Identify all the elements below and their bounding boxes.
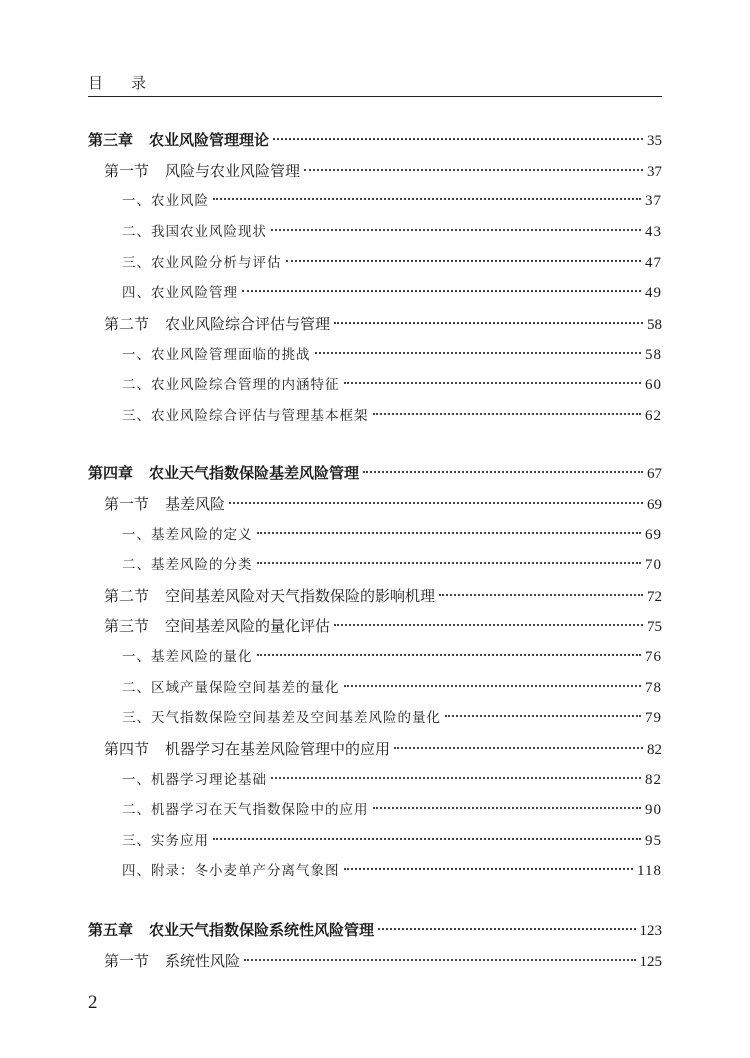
toc-entry-title — [122, 186, 211, 216]
toc-entry-title — [122, 826, 211, 856]
toc-item-entry[interactable] — [122, 217, 662, 247]
dot-leader — [271, 229, 641, 231]
toc-item-entry[interactable] — [122, 278, 662, 308]
toc-entry-text: 三、实务应用 — [122, 833, 209, 849]
toc-entry-page: 90 — [645, 802, 662, 818]
toc-entry-page: 69 — [645, 527, 662, 543]
toc-entry-title — [104, 309, 332, 339]
toc-item-entry[interactable] — [122, 673, 662, 703]
toc-entry-title — [122, 795, 371, 825]
toc-item-entry[interactable] — [122, 703, 662, 733]
toc-entry-page: 82 — [645, 772, 662, 788]
toc-item-entry[interactable] — [122, 186, 662, 216]
toc-entry-page: 58 — [645, 347, 662, 363]
dot-leader — [257, 562, 642, 564]
toc-entry-page: 123 — [639, 923, 662, 939]
dot-leader — [363, 471, 643, 473]
dot-leader — [378, 928, 635, 930]
toc-entry-title — [122, 217, 269, 247]
toc-entry-text: 农业天气指数保险基差风险管理 — [149, 464, 360, 482]
toc-entry-page: 37 — [645, 193, 662, 209]
toc-entry-title — [122, 370, 342, 400]
dot-leader — [242, 290, 641, 292]
toc-entry-page: 79 — [645, 710, 662, 726]
toc-entry-page: 125 — [639, 954, 662, 970]
dot-leader — [344, 382, 642, 384]
toc-entry-page: 49 — [645, 285, 662, 301]
toc-item-entry[interactable] — [122, 401, 662, 431]
toc-entry-title — [104, 489, 227, 519]
toc-entry-text: 一、农业风险 — [122, 193, 209, 209]
toc-entry-page: 78 — [645, 680, 662, 696]
toc-section-entry[interactable] — [104, 611, 662, 641]
toc-entry-number: 第四节 — [104, 740, 150, 758]
toc-entry-title — [104, 734, 392, 764]
toc-entry-text: 基差风险 — [165, 495, 226, 513]
toc-item-entry[interactable] — [122, 826, 662, 856]
toc-entry-page: 62 — [645, 408, 662, 424]
dot-leader — [271, 777, 641, 779]
page-number: 2 — [88, 992, 98, 1013]
toc-entry-page: 37 — [647, 164, 662, 180]
toc-entry-title — [122, 520, 255, 550]
toc-section-entry[interactable] — [104, 309, 662, 339]
toc-entry-page: 60 — [645, 377, 662, 393]
toc-entry-page: 35 — [647, 133, 662, 149]
dot-leader — [315, 352, 642, 354]
toc-entry-text: 机器学习在基差风险管理中的应用 — [165, 740, 391, 758]
dot-leader — [439, 594, 643, 596]
dot-leader — [273, 138, 643, 140]
toc-item-entry[interactable] — [122, 642, 662, 672]
toc-entry-page: 95 — [645, 833, 662, 849]
toc-entry-text: 四、附录：冬小麦单产分离气象图 — [122, 863, 340, 879]
toc-item-entry[interactable] — [122, 550, 662, 580]
toc-section-entry[interactable] — [104, 734, 662, 764]
toc-entry-text: 农业风险管理理论 — [149, 131, 270, 149]
toc-item-entry[interactable] — [122, 520, 662, 550]
toc-entry-title — [122, 340, 313, 370]
toc-entry-number: 第四章 — [88, 464, 134, 482]
dot-leader — [394, 747, 643, 749]
toc-entry-title — [122, 248, 284, 278]
toc-entry-title — [122, 401, 371, 431]
dot-leader — [244, 959, 635, 961]
toc-entry-text: 一、基差风险的量化 — [122, 649, 253, 665]
toc-chapter-entry[interactable] — [88, 458, 662, 488]
toc-entry-text: 二、基差风险的分类 — [122, 557, 253, 573]
toc-entry-number: 第五章 — [88, 921, 134, 939]
toc-entry-page: 118 — [637, 863, 662, 879]
toc-entry-page: 72 — [647, 589, 662, 605]
toc-section-entry[interactable] — [104, 156, 662, 186]
dot-leader — [304, 169, 643, 171]
toc-item-entry[interactable] — [122, 856, 662, 886]
toc-item-entry[interactable] — [122, 765, 662, 795]
toc-section-entry[interactable] — [104, 946, 662, 976]
toc-entry-text: 空间基差风险的量化评估 — [165, 617, 331, 635]
dot-leader — [286, 260, 642, 262]
toc-item-entry[interactable] — [122, 248, 662, 278]
toc-item-entry[interactable] — [122, 795, 662, 825]
dot-leader — [213, 838, 641, 840]
toc-entry-page: 58 — [647, 317, 662, 333]
toc-entry-page: 47 — [645, 255, 662, 271]
toc-entry-text: 二、我国农业风险现状 — [122, 224, 267, 240]
dot-leader — [445, 715, 641, 717]
toc-entry-text: 二、农业风险综合管理的内涵特征 — [122, 377, 340, 393]
toc-entry-page: 76 — [645, 649, 662, 665]
toc-entry-text: 三、农业风险分析与评估 — [122, 255, 282, 271]
toc-entry-number: 第一节 — [104, 495, 150, 513]
dot-leader — [213, 198, 641, 200]
dot-leader — [334, 322, 643, 324]
toc-entry-text: 一、基差风险的定义 — [122, 527, 253, 543]
toc-entry-title — [104, 946, 242, 976]
toc-entry-number: 第三节 — [104, 617, 150, 635]
toc-item-entry[interactable] — [122, 370, 662, 400]
toc-section-entry[interactable] — [104, 581, 662, 611]
toc-entry-title — [88, 915, 376, 945]
toc-entry-number: 第一节 — [104, 952, 150, 970]
toc-entry-text: 一、机器学习理论基础 — [122, 772, 267, 788]
running-header-right: 录 — [131, 74, 149, 92]
toc-entry-text: 二、区域产量保险空间基差的量化 — [122, 680, 340, 696]
toc-entry-title — [122, 703, 443, 733]
toc-entry-text: 农业天气指数保险系统性风险管理 — [149, 921, 375, 939]
toc-entry-text: 三、农业风险综合评估与管理基本框架 — [122, 408, 369, 424]
toc-entry-text: 空间基差风险对天气指数保险的影响机理 — [165, 587, 436, 605]
dot-leader — [257, 532, 642, 534]
dot-leader — [229, 502, 643, 504]
toc-entry-text: 农业风险综合评估与管理 — [165, 315, 331, 333]
toc-entry-page: 67 — [647, 466, 662, 482]
toc-chapter-entry[interactable] — [88, 915, 662, 945]
toc-entry-title — [122, 642, 255, 672]
toc-entry-page: 70 — [645, 557, 662, 573]
toc-entry-number: 第三章 — [88, 131, 134, 149]
toc-entry-number: 第二节 — [104, 587, 150, 605]
toc-entry-title — [104, 581, 437, 611]
toc-entry-title — [122, 550, 255, 580]
toc-entry-text: 二、机器学习在天气指数保险中的应用 — [122, 802, 369, 818]
dot-leader — [344, 685, 642, 687]
toc-entry-title — [104, 156, 302, 186]
toc-entry-number: 第一节 — [104, 162, 150, 180]
toc-entry-title — [122, 765, 269, 795]
dot-leader — [257, 654, 642, 656]
toc-entry-title — [122, 856, 342, 886]
toc-entry-text: 系统性风险 — [165, 952, 241, 970]
toc-item-entry[interactable] — [122, 340, 662, 370]
toc-entry-page: 69 — [647, 497, 662, 513]
toc-chapter-entry[interactable] — [88, 125, 662, 155]
toc-entry-number: 第二节 — [104, 315, 150, 333]
toc-entry-text: 风险与农业风险管理 — [165, 162, 301, 180]
dot-leader — [334, 624, 643, 626]
toc-entry-text: 三、天气指数保险空间基差及空间基差风险的量化 — [122, 710, 441, 726]
running-header-left: 目 — [88, 74, 106, 92]
toc-entry-title — [122, 673, 342, 703]
toc-section-entry[interactable] — [104, 489, 662, 519]
toc-entry-page: 43 — [645, 224, 662, 240]
toc-entry-page: 82 — [647, 742, 662, 758]
dot-leader — [344, 868, 634, 870]
dot-leader — [373, 413, 642, 415]
toc-entry-text: 一、农业风险管理面临的挑战 — [122, 347, 311, 363]
toc-entry-title — [88, 458, 361, 488]
toc-entry-title — [122, 278, 240, 308]
toc-entry-title — [104, 611, 332, 641]
toc-entry-text: 四、农业风险管理 — [122, 285, 238, 301]
toc-entry-title — [88, 125, 271, 155]
toc-entry-page: 75 — [647, 619, 662, 635]
dot-leader — [373, 807, 642, 809]
